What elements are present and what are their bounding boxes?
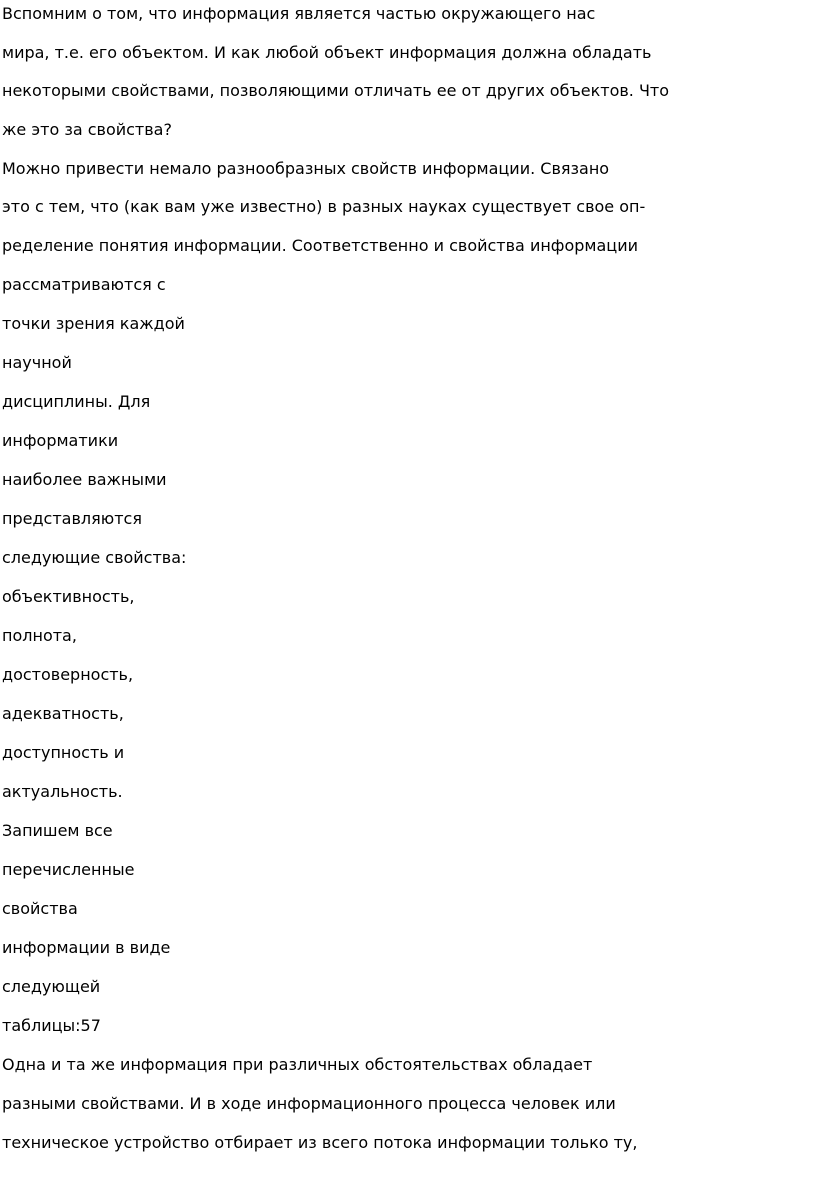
text-line: Можно привести немало разнообразных свойств информации. Связано xyxy=(2,159,610,178)
text-line: перечисленные xyxy=(2,860,135,879)
text-line: разными свойствами. И в ходе информационного процесса человек или xyxy=(2,1094,616,1113)
text-line: Вспомним о том, что информация является частью окружающего нас xyxy=(2,4,596,23)
text-line: следующие свойства: xyxy=(2,548,187,567)
text-line: это с тем, что (как вам уже известно) в разных науках существует свое оп- xyxy=(2,197,646,216)
text-line: актуальность. xyxy=(2,782,123,801)
text-line: представляются xyxy=(2,509,142,528)
text-line: наиболее важными xyxy=(2,470,167,489)
text-line: доступность и xyxy=(2,743,125,762)
text-line: научной xyxy=(2,353,72,372)
text-line: некоторыми свойствами, позволяющими отличать ее от других объектов. Что xyxy=(2,81,670,100)
text-line: Одна и та же информация при различных обстоятельствах обладает xyxy=(2,1055,593,1074)
text-line: таблицы:57 xyxy=(2,1016,101,1035)
text-line: следующей xyxy=(2,977,101,996)
text-line: точки зрения каждой xyxy=(2,314,185,333)
text-line: информации в виде xyxy=(2,938,171,957)
text-line: техническое устройство отбирает из всего потока информации только ту, xyxy=(2,1133,638,1152)
text-line: же это за свойства? xyxy=(2,120,172,139)
text-line: дисциплины. Для xyxy=(2,392,151,411)
text-line: достоверность, xyxy=(2,665,134,684)
text-line: объективность, xyxy=(2,587,135,606)
text-line: Запишем все xyxy=(2,821,113,840)
text-line: информатики xyxy=(2,431,119,450)
text-line: ределение понятия информации. Соответственно и свойства информации xyxy=(2,236,638,255)
text-line: адекватность, xyxy=(2,704,124,723)
text-line: полнота, xyxy=(2,626,77,645)
text-line: мира, т.е. его объектом. И как любой объект информация должна обладать xyxy=(2,43,652,62)
text-line: свойства xyxy=(2,899,78,918)
text-line: рассматриваются с xyxy=(2,275,166,294)
